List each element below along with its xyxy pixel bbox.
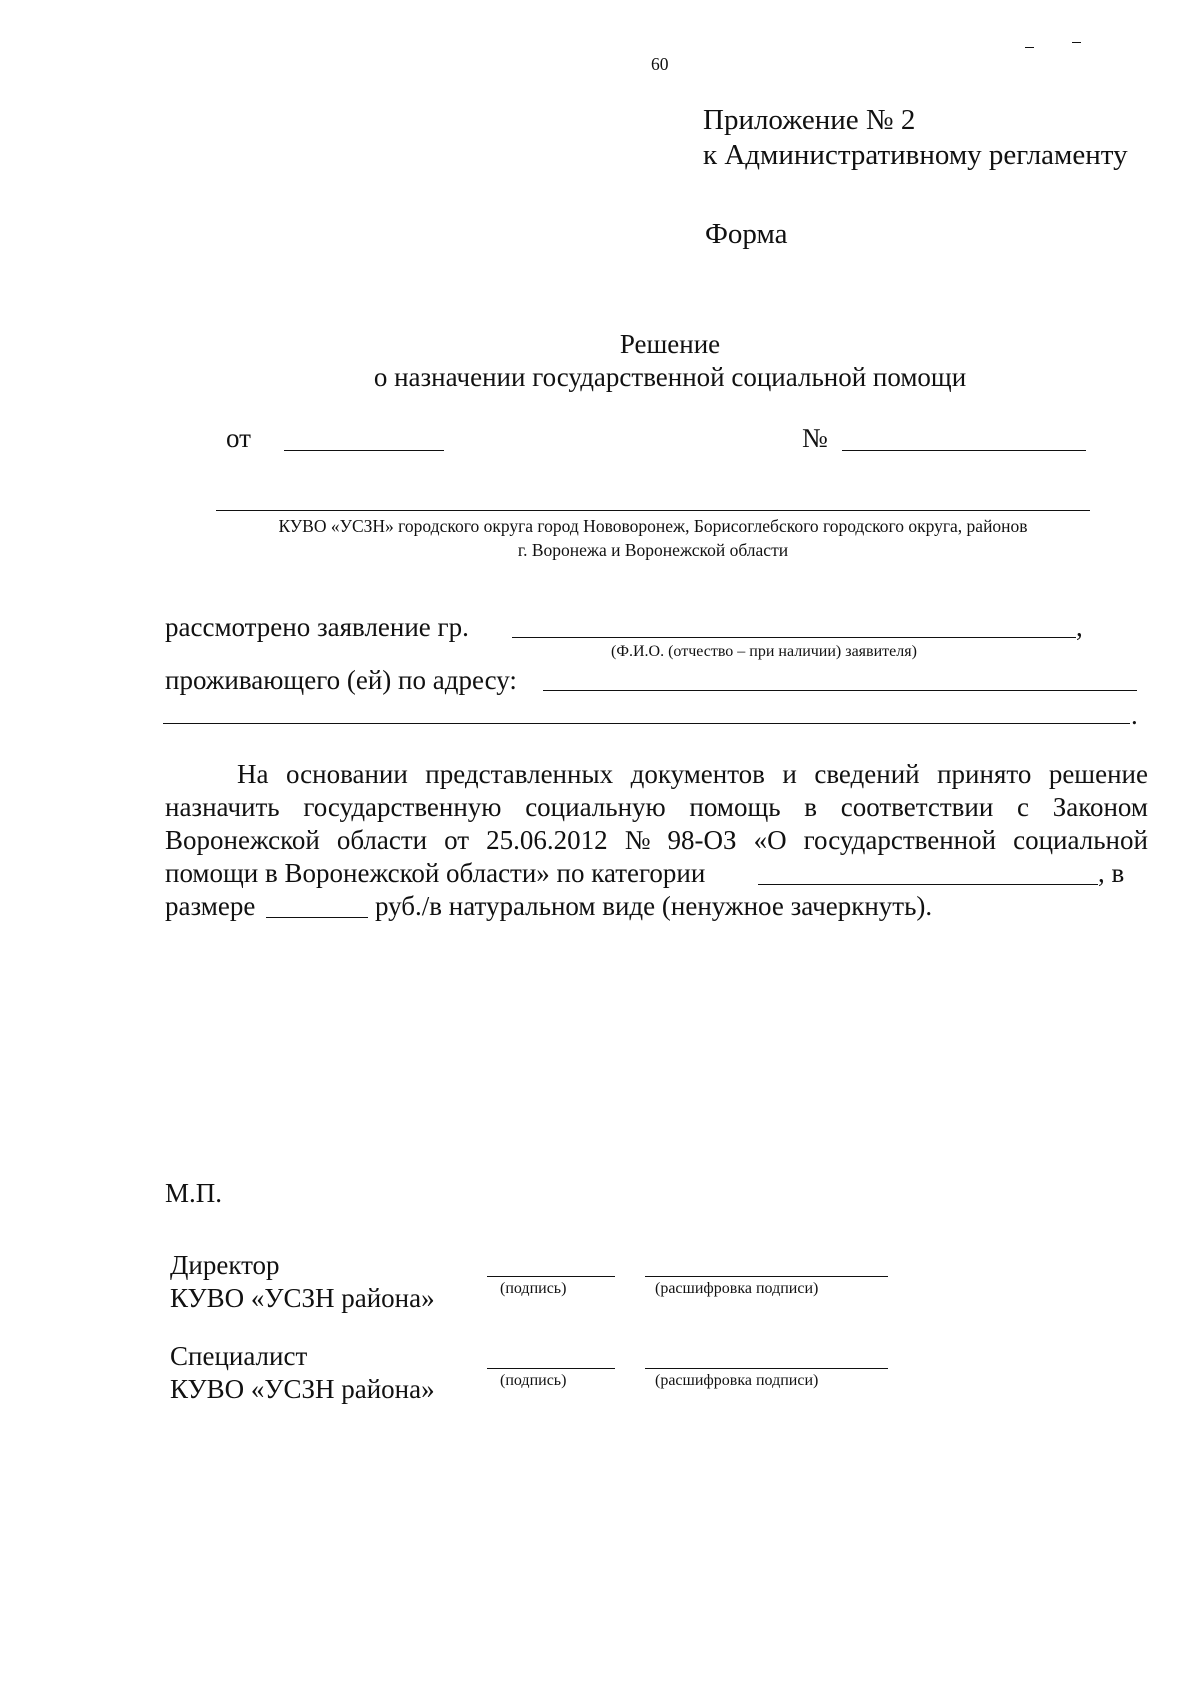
word: соответствии bbox=[840, 792, 994, 822]
decision-line-4: помощи в Воронежской области» по категории bbox=[165, 858, 706, 888]
address-field[interactable] bbox=[543, 690, 1137, 691]
word: помощь bbox=[689, 792, 781, 822]
page-number: 60 bbox=[651, 54, 669, 74]
organization-field[interactable] bbox=[216, 510, 1090, 511]
fio-hint: (Ф.И.О. (отчество – при наличии) заявителя) bbox=[611, 643, 917, 660]
director-role: Директор bbox=[170, 1250, 280, 1280]
word: На bbox=[237, 759, 269, 789]
word: государственную bbox=[303, 792, 502, 822]
decision-line-1 bbox=[237, 759, 1148, 790]
date-label: от bbox=[226, 423, 251, 453]
scan-mark bbox=[1025, 47, 1034, 48]
decision-line-2 bbox=[165, 792, 1148, 823]
seal-label: М.П. bbox=[165, 1178, 223, 1208]
address-label: проживающего (ей) по адресу: bbox=[165, 665, 517, 695]
word: «О bbox=[753, 825, 787, 855]
director-decoding-hint: (расшифровка подписи) bbox=[655, 1280, 819, 1297]
document-title: Решение bbox=[619, 329, 721, 359]
word: решение bbox=[1048, 759, 1148, 789]
appendix-number: Приложение № 2 bbox=[703, 104, 916, 136]
specialist-decoding-field[interactable] bbox=[645, 1368, 888, 1369]
word: принято bbox=[937, 759, 1032, 789]
specialist-decoding-hint: (расшифровка подписи) bbox=[655, 1372, 819, 1389]
form-label: Форма bbox=[705, 218, 788, 250]
appendix-reference: к Административному регламенту bbox=[703, 139, 1128, 171]
scan-mark bbox=[1072, 42, 1081, 43]
decision-line-3 bbox=[165, 825, 1148, 856]
director-decoding-field[interactable] bbox=[645, 1276, 888, 1277]
amount-field[interactable] bbox=[266, 917, 368, 918]
number-label: № bbox=[802, 423, 828, 453]
date-field[interactable] bbox=[284, 450, 444, 451]
word: с bbox=[1017, 792, 1029, 822]
specialist-role: Специалист bbox=[170, 1341, 308, 1371]
number-field[interactable] bbox=[842, 450, 1086, 451]
category-field[interactable] bbox=[758, 884, 1098, 885]
word: представленных bbox=[425, 759, 614, 789]
document-subtitle: о назначении государственной социальной помощи bbox=[373, 362, 967, 392]
organization-line-2: г. Воронежа и Воронежской области bbox=[517, 540, 789, 560]
decision-line-4-end: , в bbox=[1098, 858, 1125, 888]
word: государственной bbox=[803, 825, 997, 855]
director-signature-field[interactable] bbox=[487, 1276, 615, 1277]
word: основании bbox=[285, 759, 408, 789]
decision-line-5: размере bbox=[165, 891, 256, 921]
word: сведений bbox=[814, 759, 920, 789]
word: 98-ОЗ bbox=[667, 825, 737, 855]
word: Воронежской bbox=[165, 825, 320, 855]
word: Законом bbox=[1052, 792, 1148, 822]
word: социальной bbox=[1013, 825, 1148, 855]
word: области bbox=[336, 825, 428, 855]
specialist-signature-hint: (подпись) bbox=[500, 1372, 567, 1389]
word: назначить bbox=[165, 792, 280, 822]
word: № bbox=[624, 825, 651, 855]
organization-line-1: КУВО «УСЗН» городского округа город Нововоронеж, Борисоглебского городского округа, районов bbox=[278, 516, 1028, 536]
word: и bbox=[782, 759, 797, 789]
director-signature-hint: (подпись) bbox=[500, 1280, 567, 1297]
decision-line-5-end: руб./в натуральном виде (ненужное зачеркнуть). bbox=[375, 891, 933, 921]
address-field-continued[interactable] bbox=[163, 723, 1130, 724]
word: в bbox=[804, 792, 818, 822]
specialist-organization: КУВО «УСЗН района» bbox=[170, 1374, 435, 1404]
comma: , bbox=[1076, 612, 1083, 642]
word: документов bbox=[630, 759, 765, 789]
specialist-signature-field[interactable] bbox=[487, 1368, 615, 1369]
director-organization: КУВО «УСЗН района» bbox=[170, 1283, 435, 1313]
word: от bbox=[444, 825, 470, 855]
period: . bbox=[1131, 700, 1138, 730]
word: 25.06.2012 bbox=[486, 825, 608, 855]
applicant-name-field[interactable] bbox=[512, 637, 1076, 638]
considered-label: рассмотрено заявление гр. bbox=[165, 612, 469, 642]
word: социальную bbox=[525, 792, 666, 822]
